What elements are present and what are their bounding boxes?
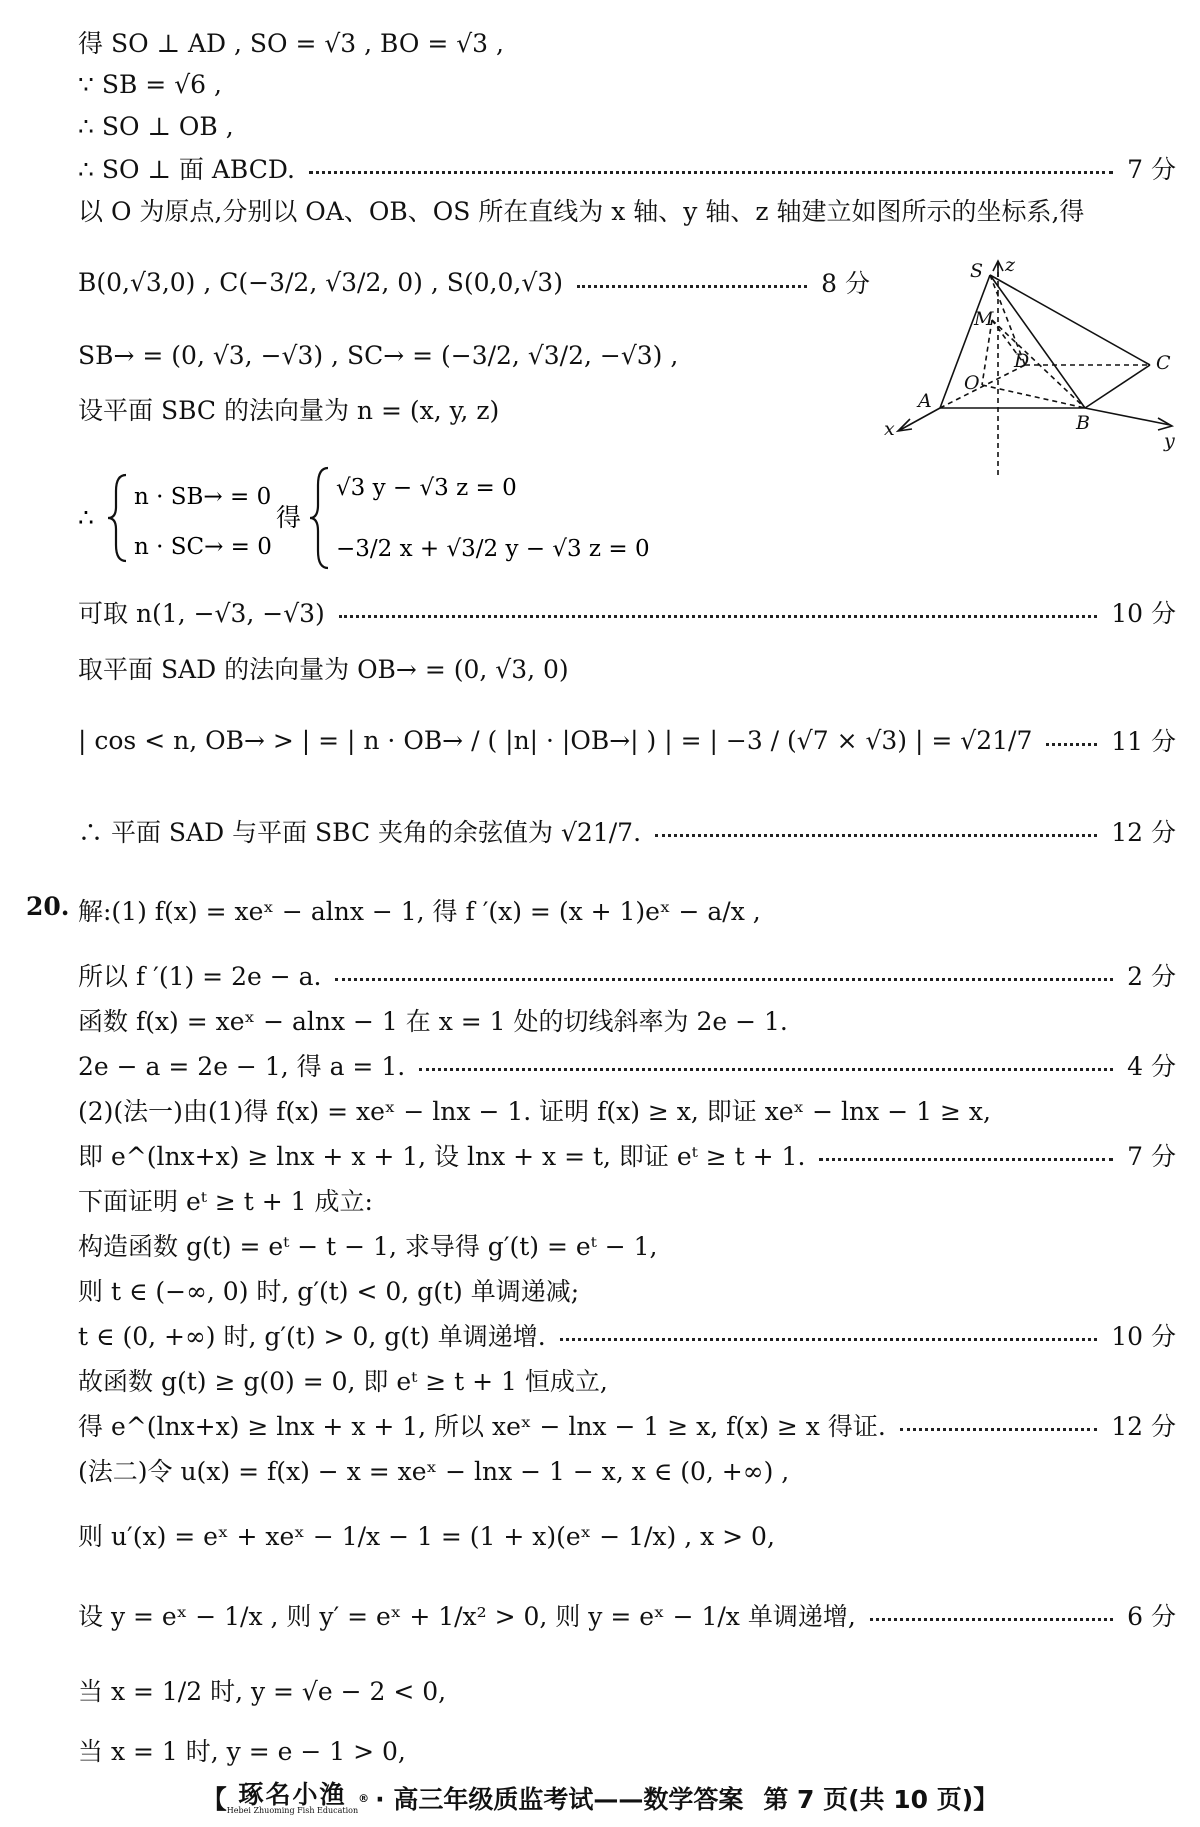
get-word: 得 bbox=[276, 503, 302, 532]
solution-line-27: 设 y = eˣ − 1/x , 则 y′ = eˣ + 1/x² > 0, 则 y = eˣ − 1/x 单调递增, 6 分 bbox=[78, 1595, 1176, 1635]
label-B: B bbox=[1076, 412, 1090, 434]
solution-line-20: 构造函数 g(t) = eᵗ − t − 1, 求导得 g′(t) = eᵗ − 1, bbox=[78, 1232, 658, 1261]
footer-title: · 高三年级质监考试——数学答案 bbox=[375, 1785, 744, 1814]
leader-dots bbox=[335, 978, 1113, 981]
leader-dots bbox=[309, 171, 1113, 174]
score-points: 6 分 bbox=[1127, 1602, 1176, 1631]
solution-line-3: ∴ SO ⊥ OB , bbox=[78, 111, 234, 141]
solution-line-22: t ∈ (0, +∞) 时, g′(t) > 0, g(t) 单调递增. 10 分 bbox=[78, 1315, 1176, 1355]
footer-bracket-right: 】 bbox=[973, 1785, 999, 1814]
brand-name: 琢名小渔 bbox=[238, 1779, 347, 1809]
label-S: S bbox=[970, 260, 984, 282]
pyramid-diagram bbox=[880, 255, 1180, 515]
label-x: x bbox=[884, 418, 895, 440]
leader-dots bbox=[900, 1428, 1097, 1431]
pyramid-figure bbox=[880, 255, 1180, 515]
solution-line-1: 得 SO ⊥ AD , SO = √3 , BO = √3 , bbox=[78, 29, 504, 58]
score-points: 7 分 bbox=[1127, 155, 1176, 184]
solution-line-23: 故函数 g(t) ≥ g(0) = 0, 即 eᵗ ≥ t + 1 恒成立, bbox=[78, 1367, 608, 1396]
solution-line-24: 得 e^(lnx+x) ≥ lnx + x + 1, 所以 xeˣ − lnx − 1 ≥ x, f(x) ≥ x 得证. 12 分 bbox=[78, 1405, 1176, 1445]
solution-line-28: 当 x = 1/2 时, y = √e − 2 < 0, bbox=[78, 1677, 447, 1706]
brand-logo bbox=[226, 1779, 359, 1815]
edge-SB bbox=[990, 275, 1085, 408]
solution-line-13: 解:(1) f(x) = xeˣ − alnx − 1, 得 f ′(x) = (x + 1)eˣ − a/x , bbox=[78, 897, 761, 926]
solution-line-8: 设平面 SBC 的法向量为 n = (x, y, z) bbox=[78, 396, 500, 425]
solution-line-25: (法二)令 u(x) = f(x) − x = xeˣ − lnx − 1 − x, x ∈ (0, +∞) , bbox=[78, 1457, 790, 1486]
leader-dots bbox=[339, 615, 1097, 618]
solution-line-14: 所以 f ′(1) = 2e − a. 2 分 bbox=[78, 955, 1176, 995]
leader-dots bbox=[870, 1618, 1113, 1621]
equation-system-graphic bbox=[78, 463, 718, 573]
leader-dots bbox=[560, 1338, 1098, 1341]
segment-MB bbox=[992, 320, 1085, 408]
right-brace bbox=[310, 468, 328, 568]
leader-dots bbox=[655, 834, 1097, 837]
label-M: M bbox=[974, 308, 994, 330]
solution-line-6: B(0,√3,0) , C(−3/2, √3/2, 0) , S(0,0,√3) 8 分 bbox=[78, 262, 870, 302]
score-points: 11 分 bbox=[1111, 727, 1176, 756]
score-points: 4 分 bbox=[1127, 1052, 1176, 1081]
left-brace bbox=[108, 475, 126, 561]
solution-line-10: 取平面 SAD 的法向量为 OB→ = (0, √3, 0) bbox=[78, 655, 569, 684]
score-points: 2 分 bbox=[1127, 962, 1176, 991]
solution-line-12: ∴ 平面 SAD 与平面 SBC 夹角的余弦值为 √21/7. 12 分 bbox=[78, 811, 1176, 851]
solution-line-29: 当 x = 1 时, y = e − 1 > 0, bbox=[78, 1737, 406, 1766]
score-points: 10 分 bbox=[1111, 599, 1176, 628]
label-D: D bbox=[1014, 350, 1030, 372]
solution-line-11: | cos < n, OB→ > | = | n · OB→ / ( |n| · |OB→| ) | = | −3 / (√7 × √3) | = √21/7 11 分 bbox=[78, 720, 1176, 760]
edge-BC bbox=[1085, 365, 1150, 408]
solution-line-9: 可取 n(1, −√3, −√3) 10 分 bbox=[78, 592, 1176, 632]
segment-OB bbox=[982, 385, 1085, 408]
equation-system bbox=[78, 463, 718, 573]
solution-line-26: 则 u′(x) = eˣ + xeˣ − 1/x − 1 = (1 + x)(eˣ − 1/x) , x > 0, bbox=[78, 1522, 775, 1551]
label-C: C bbox=[1156, 352, 1171, 374]
solution-line-21: 则 t ∈ (−∞, 0) 时, g′(t) < 0, g(t) 单调递减; bbox=[78, 1277, 580, 1306]
page-footer bbox=[0, 1778, 1200, 1818]
label-O: O bbox=[964, 372, 980, 394]
system-eq-2: n · SC→ = 0 bbox=[134, 534, 272, 560]
solution-line-4: ∴ SO ⊥ 面 ABCD. 7 分 bbox=[78, 148, 1176, 188]
question-number: 20. bbox=[26, 892, 70, 921]
system-eq-1: n · SB→ = 0 bbox=[134, 484, 272, 510]
solution-line-17: (2)(法一)由(1)得 f(x) = xeˣ − lnx − 1. 证明 f(x) ≥ x, 即证 xeˣ − lnx − 1 ≥ x, bbox=[78, 1097, 991, 1126]
solution-line-18: 即 e^(lnx+x) ≥ lnx + x + 1, 设 lnx + x = t, 即证 eᵗ ≥ t + 1. 7 分 bbox=[78, 1135, 1176, 1175]
score-points: 12 分 bbox=[1111, 1412, 1176, 1441]
label-y: y bbox=[1164, 430, 1175, 452]
solution-line-2: ∵ SB = √6 , bbox=[78, 69, 222, 99]
system-result-1: √3 y − √3 z = 0 bbox=[336, 475, 517, 501]
footer-bracket-left: 【 bbox=[201, 1785, 227, 1814]
registered-mark: ® bbox=[358, 1791, 370, 1805]
label-A: A bbox=[918, 390, 932, 412]
system-result-2: −3/2 x + √3/2 y − √3 z = 0 bbox=[336, 536, 650, 562]
score-points: 8 分 bbox=[821, 269, 870, 298]
score-points: 10 分 bbox=[1111, 1322, 1176, 1351]
solution-line-19: 下面证明 eᵗ ≥ t + 1 成立: bbox=[78, 1187, 373, 1216]
footer-page-number: 第 7 页(共 10 页) bbox=[763, 1785, 974, 1814]
solution-line-7: SB→ = (0, √3, −√3) , SC→ = (−3/2, √3/2, −√3) , bbox=[78, 340, 679, 370]
label-z: z bbox=[1005, 255, 1016, 276]
solution-line-5: 以 O 为原点,分别以 OA、OB、OS 所在直线为 x 轴、y 轴、z 轴建立如图所示的坐标系,得 bbox=[78, 197, 1085, 226]
brand-subtitle: Hebei Zhuoming Fish Education bbox=[226, 1805, 359, 1815]
leader-dots bbox=[819, 1158, 1113, 1161]
leader-dots bbox=[419, 1068, 1113, 1071]
leader-dots bbox=[1046, 743, 1097, 746]
score-points: 12 分 bbox=[1111, 818, 1176, 847]
leader-dots bbox=[577, 285, 807, 288]
edge-AD bbox=[940, 365, 1025, 408]
solution-line-15: 函数 f(x) = xeˣ − alnx − 1 在 x = 1 处的切线斜率为 2e − 1. bbox=[78, 1007, 788, 1036]
solution-line-16: 2e − a = 2e − 1, 得 a = 1. 4 分 bbox=[78, 1045, 1176, 1085]
score-points: 7 分 bbox=[1127, 1142, 1176, 1171]
therefore-symbol: ∴ bbox=[78, 503, 94, 532]
y-axis bbox=[1085, 408, 1170, 425]
